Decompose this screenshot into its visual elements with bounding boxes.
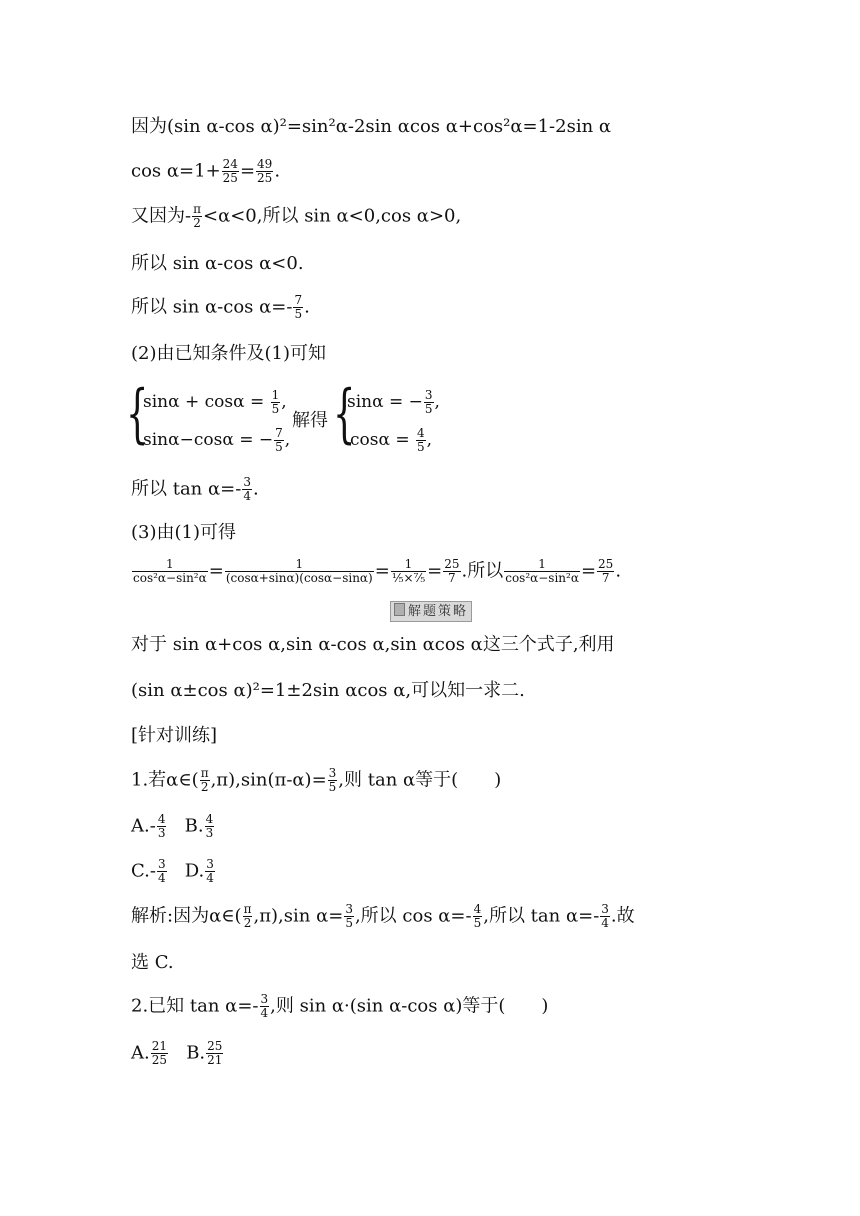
- fraction: $\frac{49}{25}$: [257, 157, 273, 185]
- fraction: $\frac{4}{5}$: [473, 902, 482, 930]
- options-ab: A.- $\frac{4}{3}$ B. $\frac{4}{3}$: [131, 812, 214, 840]
- solution-line-2: 选 C.: [131, 952, 174, 973]
- fraction: $\frac{7}{5}$: [294, 293, 303, 321]
- text-line-8: (3)由(1)可得: [131, 522, 236, 543]
- fraction: $\frac{24}{25}$: [222, 157, 238, 185]
- question-1: 1.若α∈( $\frac{\pi}{2}$ ,π),sin(π-α)= $\frac{3}{5}$ ,则 tan α等于( ): [131, 766, 502, 794]
- text-line-2: cos α=1+ $\frac{24}{25}$ = $\frac{49}{25}$ .: [131, 157, 281, 185]
- fraction: $\frac{3}{4}$: [260, 992, 269, 1020]
- left-brace: {: [333, 377, 356, 451]
- fraction: $\frac{\pi}{2}$: [193, 202, 201, 230]
- left-brace: {: [126, 377, 149, 451]
- fraction: $\frac{3}{4}$: [157, 857, 166, 885]
- fraction: $\frac{4}{5}$: [417, 426, 425, 454]
- fraction: $\frac{3}{4}$: [206, 857, 214, 885]
- text-line-5: 所以 sin α-cos α=- $\frac{7}{5}$ .: [131, 293, 310, 321]
- fraction: $\frac{25}{7}$: [598, 557, 614, 585]
- fraction: $\frac{3}{5}$: [345, 902, 353, 930]
- options-q2-ab: A. $\frac{21}{25}$ B. $\frac{25}{21}$: [131, 1039, 223, 1067]
- solution-sin: sinα = − $\frac{3}{5}$ ,: [347, 388, 440, 416]
- fraction: $\frac{3}{4}$: [243, 475, 251, 503]
- fraction: $\frac{1}{\text{⅕×⁷⁄₅}}$: [391, 557, 426, 585]
- text-line-10: 对于 sin α+cos α,sin α-cos α,sin αcos α这三个式子,利用: [131, 634, 615, 655]
- fraction: $\frac{1}{(\cos\alpha+\sin\alpha)(\cos\alpha-\sin\alpha)}$: [225, 557, 373, 585]
- fraction: $\frac{3}{5}$: [424, 388, 433, 416]
- fraction: $\frac{1}{5}$: [271, 388, 280, 416]
- text-line-6: (2)由已知条件及(1)可知: [131, 343, 326, 364]
- text-line-9: $\frac{1}{\text{cos²α−sin²α}}$ = $\frac{1}{(\cos\alpha+\sin\alpha)(\cos\alpha-\sin\alpha)}$ = $\frac{1}{\text{⅕×⁷⁄₅}}$ = $\frac{25}{7}$ .所以 $\frac{1}{\text{cos²α−sin²α}}$ = $\frac{25}{7}$ .: [133, 557, 622, 585]
- fraction: $\frac{25}{7}$: [444, 557, 460, 585]
- section-label: [针对训练]: [131, 725, 218, 746]
- fraction: $\frac{3}{4}$: [601, 902, 609, 930]
- fraction: $\frac{1}{\text{cos²α−sin²α}}$: [505, 557, 579, 585]
- fraction: $\frac{\pi}{2}$: [243, 902, 252, 930]
- solution-line-1: 解析:因为α∈( $\frac{\pi}{2}$ ,π),sin α= $\frac{3}{5}$ ,所以 cos α=- $\frac{4}{5}$ ,所以 tan α=- $\frac{3}{4}$ .故: [131, 902, 635, 930]
- text-line-1: 因为(sin α-cos α)²=sin²α-2sin αcos α+cos²α=1-2sin α: [131, 116, 612, 137]
- fraction: $\frac{4}{3}$: [157, 812, 166, 840]
- options-cd: C.- $\frac{3}{4}$ D. $\frac{3}{4}$: [131, 857, 214, 885]
- equation-sum: sinα + cosα = $\frac{1}{5}$ ,: [143, 388, 287, 416]
- equation-diff: sinα−cosα = − $\frac{7}{5}$ ,: [143, 426, 291, 454]
- fraction: $\frac{7}{5}$: [275, 426, 283, 454]
- pencil-icon: [394, 603, 405, 616]
- solve-label: 解得: [292, 410, 328, 431]
- text-line-3: 又因为- $\frac{\pi}{2}$ <α<0,所以 sin α<0,cos α>0,: [131, 202, 462, 230]
- fraction: $\frac{4}{3}$: [205, 812, 214, 840]
- question-2: 2.已知 tan α=- $\frac{3}{4}$ ,则 sin α·(sin α-cos α)等于( ): [131, 992, 549, 1020]
- strategy-badge: 解题策略: [390, 601, 472, 622]
- text-line-7: 所以 tan α=- $\frac{3}{4}$ .: [131, 475, 259, 503]
- fraction: $\frac{21}{25}$: [151, 1039, 168, 1067]
- text-line-4: 所以 sin α-cos α<0.: [131, 253, 304, 274]
- solution-cos: cosα = $\frac{4}{5}$ ,: [350, 426, 433, 454]
- fraction: $\frac{3}{5}$: [328, 766, 337, 794]
- fraction: $\frac{1}{\text{cos²α−sin²α}}$: [133, 557, 207, 585]
- fraction: $\frac{\pi}{2}$: [200, 766, 209, 794]
- fraction: $\frac{25}{21}$: [207, 1039, 223, 1067]
- text-line-11: (sin α±cos α)²=1±2sin αcos α,可以知一求二.: [131, 680, 525, 701]
